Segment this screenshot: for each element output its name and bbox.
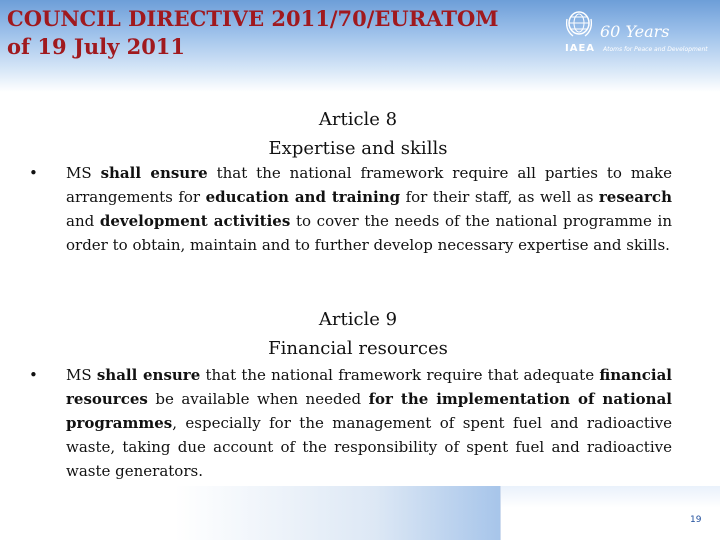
page-title: [7, 5, 499, 61]
article-9-paragraph: MS shall ensure that the national framework require that adequate financial resources be available when needed for the implementation of national programmes, especially for the management of spent fuel and radioactive waste, taking due account of the responsibility of spent fuel and radioactive waste generators.: [66, 366, 672, 480]
footer-panel: [500, 486, 720, 540]
iaea-60-years-logo: [563, 10, 713, 56]
article-9-heading: [0, 305, 716, 363]
article-8-title: Expertise and skills: [268, 138, 448, 159]
logo-org-text: IAEA: [565, 43, 596, 54]
title-line-1: COUNCIL DIRECTIVE 2011/70/EURATOM: [7, 6, 499, 31]
article-8-paragraph: MS shall ensure that the national framework require all parties to make arrangements for education and training for their staff, as well as research and development activities to cover the needs of the national programme in order to obtain, maintain and to further develop necessary expertise and skills.: [66, 164, 672, 254]
article-8-heading: [0, 105, 716, 163]
page-number: 19: [690, 515, 702, 525]
footer-band: [0, 486, 500, 540]
iaea-emblem-icon: [565, 10, 593, 40]
article-8-number: Article 8: [318, 109, 398, 130]
article-9-number: Article 9: [318, 309, 398, 330]
article-9-title: Financial resources: [268, 338, 448, 359]
bullet-icon: •: [29, 164, 38, 182]
title-line-2: of 19 July 2011: [7, 34, 186, 59]
logo-years-text: 60 Years: [600, 22, 670, 41]
bullet-icon: •: [29, 366, 38, 384]
logo-tagline: Atoms for Peace and Development: [603, 46, 708, 53]
